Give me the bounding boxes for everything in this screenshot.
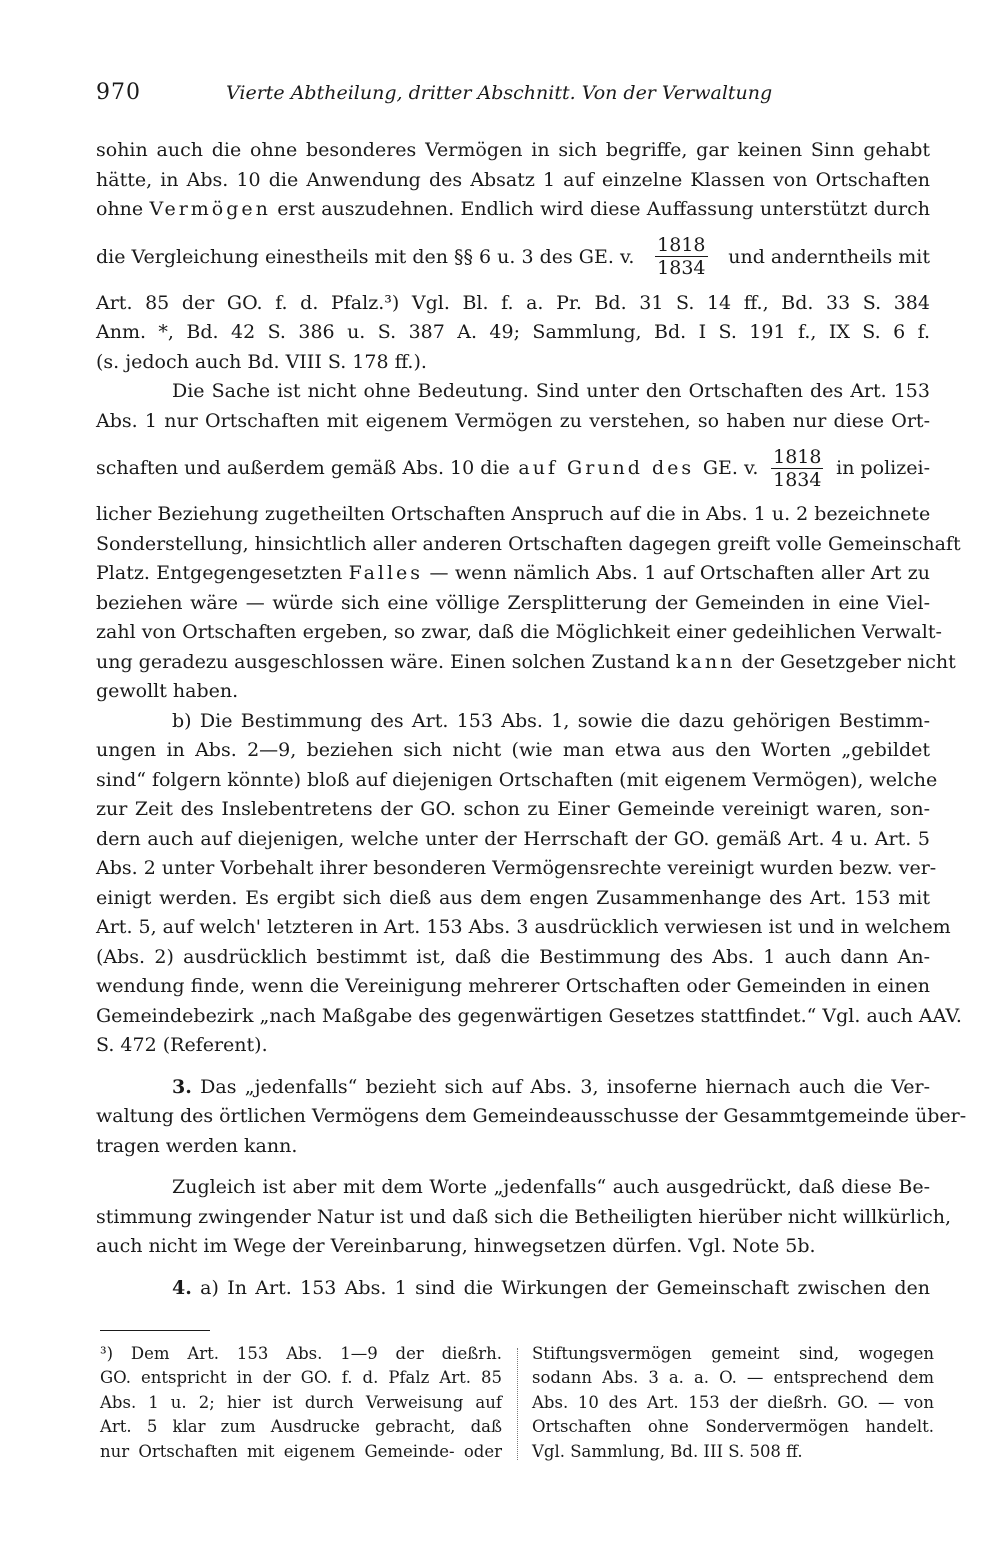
text-span: ohne [96,198,144,220]
text-line: dern auch auf diejenigen, welche unter der Herrschaft der GO. gemäß Art. 4 u. Art. 5 [96,827,930,850]
text-span: Platz. Entgegengesetzten [96,562,343,584]
text-line [96,559,930,589]
emphasis: Falles [348,562,424,584]
text-line: licher Beziehung zugetheilten Ortschaften Anspruch auf die in Abs. 1 u. 2 bezeichnete [96,503,931,525]
text-line: hätte, in Abs. 10 die Anwendung des Absatz 1 auf einzelne Klassen von Ortschaften [96,168,930,191]
text-line: zur Zeit des Inslebentretens der GO. schon zu Einer Gemeinde vereinigt waren, son- [96,798,930,820]
running-head: Vierte Abtheilung, dritter Abschnitt. Von der Verwaltung [226,82,773,104]
text-line: Abs. 2 unter Vorbehalt ihrer besonderen Vermögensrechte vereinigt wurden bezw. ver- [96,857,937,879]
text-line: tragen werden kann. [96,1134,298,1157]
text-line: b) Die Bestimmung des Art. 153 Abs. 1, sowie die dazu gehörigen Bestimm- [172,709,930,732]
text-line: zahl von Ortschaften ergeben, so zwar, daß die Möglichkeit einer gedeihlichen Verwalt- [96,621,942,643]
text-line: sind“ folgern könnte) bloß auf diejenigen Ortschaften (mit eigenem Vermögen), welche [96,768,938,791]
text-line: (s. jedoch auch Bd. VIII S. 178 ff.). [96,350,427,373]
section-number: 3. [172,1075,192,1098]
text-line: Gemeindebezirk „nach Maßgabe des gegenwärtigen Gesetzes stattfindet.“ Vgl. auch AAV. [96,1004,962,1027]
year-fraction [655,234,707,279]
text-span: erst auszudehnen. Endlich wird diese Auffassung unterstützt durch [277,198,930,220]
page-header [96,80,930,112]
main-text [96,136,967,1303]
text-line: waltung des örtlichen Vermögens dem Gemeindeausschusse der Gesammtgemeinde über- [96,1105,967,1127]
text-line: Anm. *, Bd. 42 S. 386 u. S. 387 A. 49; Sammlung, Bd. I S. 191 f., IX S. 6 f. [96,321,930,343]
footnote-line: Abs. 10 des Art. 153 der dießrh. GO. — von [532,1392,934,1412]
text-line [96,1073,930,1103]
footnote-column-right [532,1342,934,1464]
text-line: Zugleich ist aber mit dem Worte „jedenfalls“ auch ausgedrückt, daß diese Be- [172,1176,930,1198]
footnote-line: sodann Abs. 3 a. a. O. — entsprechend dem [532,1368,934,1388]
year-fraction [771,446,823,491]
text-span: ung geradezu ausgeschlossen wäre. Einen solchen Zustand [96,650,670,673]
footnote-line: nur Ortschaften mit eigenem Gemeinde- oder [100,1441,502,1461]
text-span: der Gesetzgeber nicht [741,650,956,673]
footnote-line: Abs. 1 u. 2; hier ist durch Verweisung auf [100,1392,502,1412]
text-line: gewollt haben. [96,680,239,702]
text-line: Sonderstellung, hinsichtlich aller anderen Ortschaften dagegen greift volle Gemeinschaft [96,532,961,555]
emphasis: auf Grund des [518,457,695,479]
fraction-denominator: 1834 [773,468,822,491]
footnote-line: Ortschaften ohne Sondervermögen handelt. [532,1417,934,1437]
footnote-line: Stiftungsvermögen gemeint sind, wogegen [532,1344,934,1363]
footnote-rule [100,1330,210,1331]
text-span: schaften und außerdem gemäß Abs. 10 die [96,457,510,479]
fraction-denominator: 1834 [657,257,706,279]
fraction-numerator: 1818 [657,234,706,256]
text-span: a) In Art. 153 Abs. 1 sind die Wirkungen der Gemeinschaft zwischen den [200,1276,930,1299]
footnote-line: ³) Dem Art. 153 Abs. 1—9 der dießrh. [100,1344,502,1363]
text-line: einigt werden. Es ergibt sich dieß aus dem engen Zusammenhange des Art. 153 mit [96,886,930,909]
text-line: Die Sache ist nicht ohne Bedeutung. Sind unter den Ortschaften des Art. 153 [172,380,930,402]
text-span: die Vergleichung einestheils mit den §§ 6 u. 3 des GE. v. [96,245,635,268]
emphasis: kann [676,650,736,673]
text-span: GE. v. [702,457,759,479]
text-line: ungen in Abs. 2—9, beziehen sich nicht (wie man etwa aus den Worten „gebildet [96,739,930,761]
footnote-column-left [100,1342,502,1464]
text-span: und anderntheils mit [728,245,930,268]
emphasis: Vermögen [149,198,271,220]
footnote-line: Art. 5 klar zum Ausdrucke gebracht, daß [100,1417,502,1437]
text-line [96,1274,930,1304]
text-span: — wenn nämlich Abs. 1 auf Ortschaften aller Art zu [429,562,931,584]
text-line: auch nicht im Wege der Vereinbarung, hinwegsetzen dürfen. Vgl. Note 5b. [96,1235,816,1257]
text-line: sohin auch die ohne besonderes Vermögen in sich begriffe, gar keinen Sinn gehabt [96,139,930,161]
text-span: in polizei- [836,457,930,479]
footnote-line: Vgl. Sammlung, Bd. III S. 508 ff. [532,1441,803,1461]
page-number: 970 [96,80,141,105]
text-line [96,195,930,225]
text-line [96,225,930,289]
text-line: (Abs. 2) ausdrücklich bestimmt ist, daß die Bestimmung des Abs. 1 auch dann An- [96,945,930,968]
text-line [96,436,930,500]
text-line [96,648,956,678]
footnotes [100,1342,934,1464]
text-line: wendung finde, wenn die Vereinigung mehrerer Ortschaften oder Gemeinden in einen [96,975,930,997]
text-line: beziehen wäre — würde sich eine völlige Zersplitterung der Gemeinden in eine Viel- [96,591,930,614]
column-divider [517,1348,518,1460]
footnote-line: GO. entspricht in der GO. f. d. Pfalz Art. 85 [100,1368,502,1388]
text-line: stimmung zwingender Natur ist und daß sich die Betheiligten hierüber nicht willkürlich, [96,1205,952,1228]
text-line: Art. 85 der GO. f. d. Pfalz.³) Vgl. Bl. f. a. Pr. Bd. 31 S. 14 ff., Bd. 33 S. 384 [96,291,930,314]
text-span: Das „jedenfalls“ bezieht sich auf Abs. 3, insoferne hiernach auch die Ver- [200,1075,930,1098]
fraction-numerator: 1818 [773,445,822,468]
section-number: 4. [172,1276,192,1299]
text-line: Art. 5, auf welch' letzteren in Art. 153 Abs. 3 ausdrücklich verwiesen ist und in welchem [96,916,951,938]
text-line: Abs. 1 nur Ortschaften mit eigenem Vermögen zu verstehen, so haben nur diese Ort- [96,409,930,432]
text-line: S. 472 (Referent). [96,1034,268,1056]
